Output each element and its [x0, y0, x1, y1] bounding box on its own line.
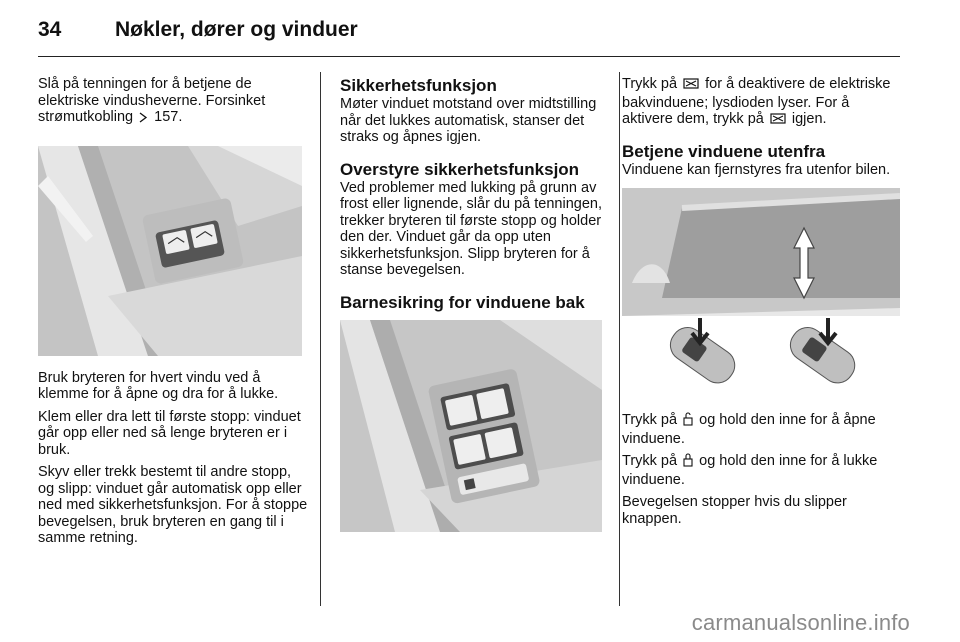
column-1: [38, 76, 308, 553]
header-rule: [38, 56, 900, 57]
page-number: 34: [38, 18, 62, 41]
column-divider-2: [619, 72, 620, 606]
heading-override-safety: Overstyre sikkerhetsfunksjon: [340, 159, 580, 179]
paragraph-unlock-open: Trykk på og hold den inne for å åpne vinduene.: [622, 412, 876, 447]
window-switch-photo: [38, 146, 302, 356]
paragraph-override-safety: Ved problemer med lukking på grunn av frost eller lignende, slår du på tenningen, trekker bryteren til første stopp og holder den der. Vinduet går da opp uten sikkerhetsfunksjon. Slipp bryteren for å stanse bevegelsen.: [340, 179, 602, 278]
page-reference-arrow-icon: [139, 111, 148, 128]
column-divider-1: [320, 72, 321, 606]
heading-operate-outside: Betjene vinduene utenfra: [622, 141, 826, 161]
page-title: Nøkler, dører og vinduer: [115, 18, 358, 41]
column-2: [340, 76, 606, 532]
paragraph-remote-control: Vinduene kan fjernstyres fra utenfor bilen.: [622, 161, 891, 178]
intro-paragraph: Slå på tenningen for å betjene de elektriske vindusheverne. Forsinket strømutkobling 157.: [38, 76, 308, 128]
paragraph-second-stop: Skyv eller trekk bestemt til andre stopp, og slipp: vinduet går automatisk opp eller ned med sikkerhetsfunksjon. For å stoppe bevegelsen, bruk bryteren en gang til i samme retning.: [38, 464, 308, 546]
paragraph-safety-function: Møter vinduet motstand over midtstilling når det lukkes automatisk, stanser det straks og åpnes igjen.: [340, 96, 597, 145]
heading-safety-function: Sikkerhetsfunksjon: [340, 76, 497, 95]
child-lock-icon: [770, 112, 786, 130]
unlock-key-icon: [683, 412, 693, 431]
lock-key-icon: [683, 453, 693, 472]
paragraph-press-pull: Bruk bryteren for hvert vindu ved å klemme for å åpne og dra for å lukke.: [38, 369, 279, 402]
paragraph-child-lock-button: Trykk på for å deaktivere de elektriske bakvinduene; lysdioden lyser. For å aktivere dem, trykk på igjen.: [622, 76, 904, 130]
remote-window-illustration: [622, 188, 900, 400]
page-header: [38, 14, 902, 54]
heading-child-lock: Barnesikring for vinduene bak: [340, 292, 585, 312]
paragraph-lock-close: Trykk på og hold den inne for å lukke vinduene.: [622, 453, 878, 488]
paragraph-release-stop: Bevegelsen stopper hvis du slipper knappen.: [622, 494, 847, 527]
watermark: carmanualsonline.info: [691, 610, 910, 635]
child-lock-switch-photo: [340, 320, 602, 532]
paragraph-first-stop: Klem eller dra lett til første stopp: vinduet går opp eller ned så lenge bryteren er i bruk.: [38, 408, 301, 458]
page-reference-link[interactable]: 157.: [154, 109, 183, 125]
column-3: [622, 76, 904, 533]
child-lock-icon: [683, 77, 699, 95]
